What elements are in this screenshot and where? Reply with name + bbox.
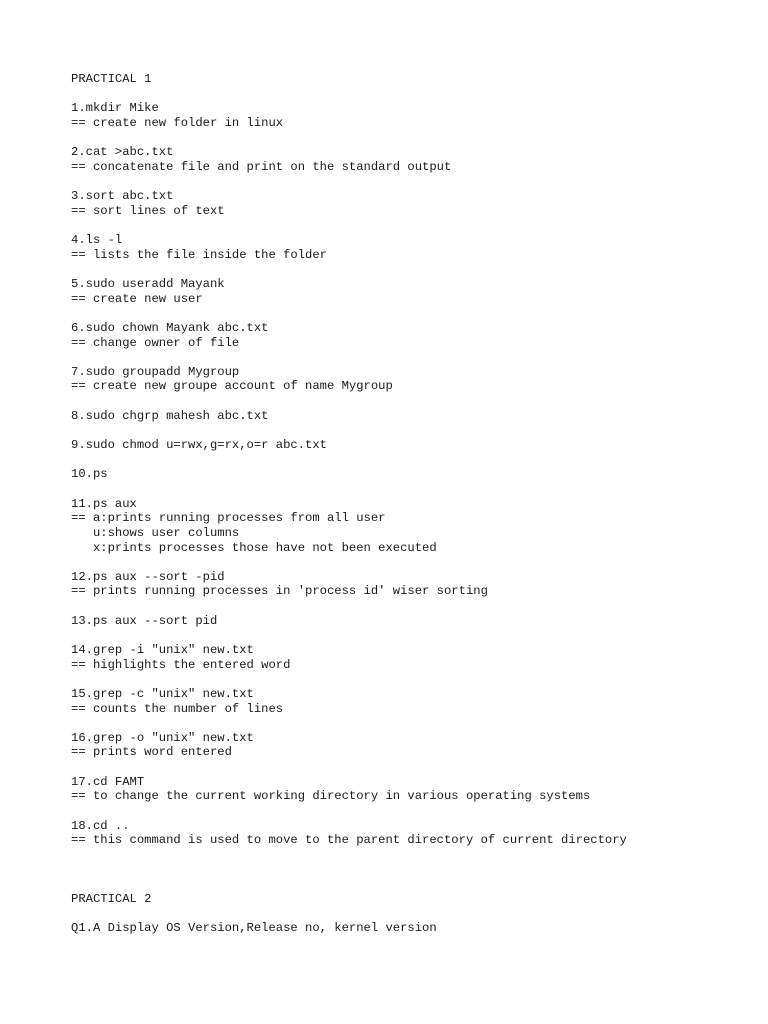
blank-line — [71, 131, 627, 146]
blank-line — [71, 262, 627, 277]
blank-line — [71, 628, 627, 643]
blank-line — [71, 716, 627, 731]
text-line: 3.sort abc.txt — [71, 189, 174, 204]
blank-line — [71, 453, 627, 468]
blank-line — [71, 804, 627, 819]
blank-line — [71, 877, 627, 892]
text-line: == concatenate file and print on the standard output — [71, 159, 452, 174]
text-line: 10.ps — [71, 467, 108, 482]
text-line: == a:prints running processes from all user — [71, 511, 386, 526]
blank-line — [71, 672, 627, 687]
text-line: Q1.A Display OS Version,Release no, kernel version — [71, 921, 437, 936]
text-line: 5.sudo useradd Mayank — [71, 276, 225, 291]
text-line: == change owner of file — [71, 335, 240, 350]
blank-line — [71, 87, 627, 102]
document-body — [71, 72, 627, 936]
text-line: 8.sudo chgrp mahesh abc.txt — [71, 408, 269, 423]
blank-line — [71, 423, 627, 438]
text-line: 7.sudo groupadd Mygroup — [71, 364, 240, 379]
blank-line — [71, 555, 627, 570]
blank-line — [71, 863, 627, 878]
text-line: 12.ps aux --sort -pid — [71, 569, 225, 584]
text-line: == counts the number of lines — [71, 701, 284, 716]
text-line: 2.cat >abc.txt — [71, 145, 174, 160]
text-line: 15.grep -c "unix" new.txt — [71, 686, 254, 701]
text-line: == sort lines of text — [71, 203, 225, 218]
blank-line — [71, 599, 627, 614]
text-line: == highlights the entered word — [71, 657, 291, 672]
text-line: 4.ls -l — [71, 233, 123, 248]
text-line: == prints running processes in 'process id' wiser sorting — [71, 584, 488, 599]
text-line: 16.grep -o "unix" new.txt — [71, 730, 254, 745]
text-line: == lists the file inside the folder — [71, 247, 327, 262]
text-line: 17.cd FAMT — [71, 774, 145, 789]
text-line: 14.grep -i "unix" new.txt — [71, 642, 254, 657]
blank-line — [71, 218, 627, 233]
text-line: == create new groupe account of name Mygroup — [71, 379, 393, 394]
text-line: 13.ps aux --sort pid — [71, 613, 218, 628]
text-line: 6.sudo chown Mayank abc.txt — [71, 320, 269, 335]
text-line: 18.cd .. — [71, 818, 130, 833]
text-line: PRACTICAL 2 — [71, 891, 152, 906]
text-line: 9.sudo chmod u=rwx,g=rx,o=r abc.txt — [71, 438, 327, 453]
blank-line — [71, 306, 627, 321]
blank-line — [71, 394, 627, 409]
text-line: == create new folder in linux — [71, 115, 284, 130]
text-line: PRACTICAL 1 — [71, 72, 152, 86]
blank-line — [71, 848, 627, 863]
text-line: == prints word entered — [71, 745, 232, 760]
text-line: x:prints processes those have not been executed — [71, 540, 437, 555]
text-line: == create new user — [71, 291, 203, 306]
blank-line — [71, 350, 627, 365]
text-line: == this command is used to move to the parent directory of current directory — [71, 833, 627, 848]
blank-line — [71, 760, 627, 775]
text-line: u:shows user columns — [71, 525, 240, 540]
blank-line — [71, 907, 627, 922]
text-line: 11.ps aux — [71, 496, 137, 511]
blank-line — [71, 482, 627, 497]
text-line: == to change the current working directory in various operating systems — [71, 789, 591, 804]
text-line: 1.mkdir Mike — [71, 101, 159, 116]
blank-line — [71, 174, 627, 189]
